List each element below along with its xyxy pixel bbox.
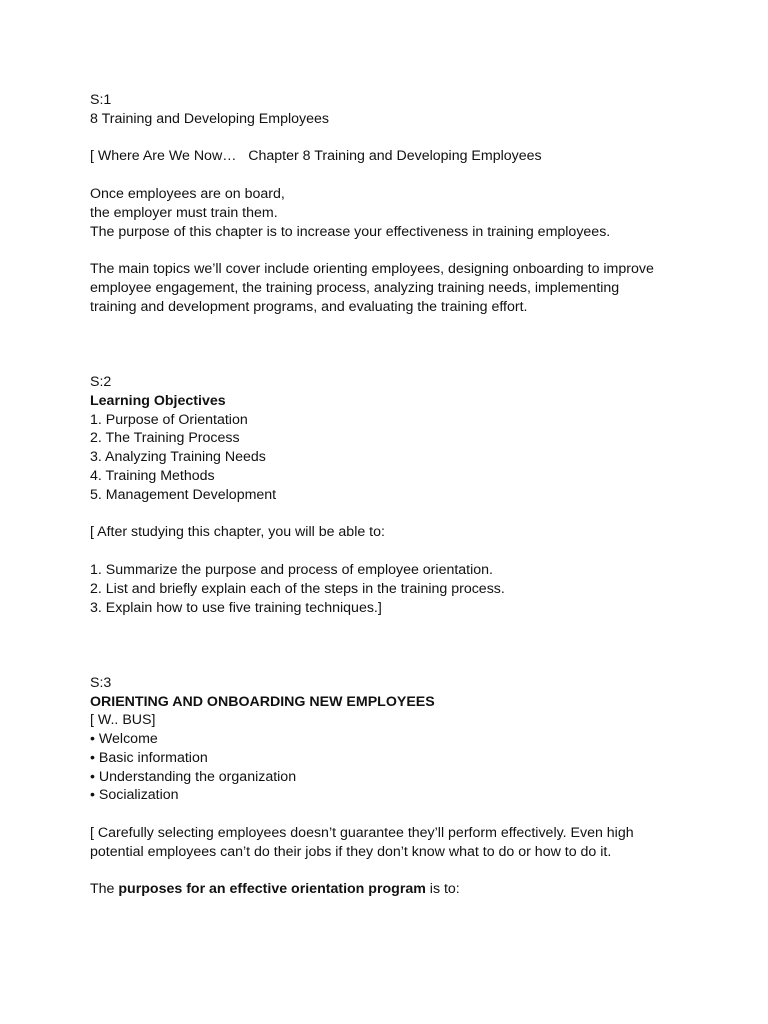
intro-line: Once employees are on board,: [90, 185, 285, 202]
objective-item: 5. Management Development: [90, 486, 277, 503]
bullet-item: • Socialization: [90, 787, 179, 804]
purpose-bold-phrase: purposes for an effective orientation program: [118, 881, 426, 898]
document-content: [90, 91, 690, 899]
intro-line: the employer must train them.: [90, 204, 278, 221]
bullet-item: • Understanding the organization: [90, 768, 297, 785]
section-heading-orienting: ORIENTING AND ONBOARDING NEW EMPLOYEES: [90, 693, 435, 710]
objective-item: 2. The Training Process: [90, 430, 240, 447]
purpose-suffix: is to:: [425, 881, 460, 898]
section-label-s2: S:2: [90, 373, 112, 390]
bullet-item: • Basic information: [90, 749, 208, 766]
outcome-item: 3. Explain how to use five training techniques.]: [90, 599, 382, 616]
objective-item: 4. Training Methods: [90, 467, 215, 484]
purpose-sentence: [90, 880, 690, 899]
objective-item: 3. Analyzing Training Needs: [90, 449, 266, 466]
mnemonic-note: [ W.. BUS]: [90, 712, 156, 729]
outcome-item: 2. List and briefly explain each of the steps in the training process.: [90, 580, 505, 597]
selection-note-paragraph: [ Carefully selecting employees doesn’t guarantee they’ll perform effectively. Even high potential employees can’t do their jobs if they don’t know what to do or how to do it.: [90, 825, 634, 860]
section-heading-learning-objectives: Learning Objectives: [90, 392, 226, 409]
section-title-s1: 8 Training and Developing Employees: [90, 110, 329, 127]
topics-paragraph: The main topics we’ll cover include orienting employees, designing onboarding to improve employee engagement, the training process, analyzing training needs, implementing training and development programs, and evaluating the training effort.: [90, 261, 654, 315]
objective-item: 1. Purpose of Orientation: [90, 411, 248, 428]
where-note: [ Where Are We Now… Chapter 8 Training and Developing Employees: [90, 148, 542, 165]
intro-line: The purpose of this chapter is to increase your effectiveness in training employees.: [90, 223, 611, 240]
after-studying-note: [ After studying this chapter, you will be able to:: [90, 524, 385, 541]
section-label-s3: S:3: [90, 674, 112, 691]
bullet-item: • Welcome: [90, 731, 158, 748]
section-label-s1: S:1: [90, 92, 112, 108]
outcome-item: 1. Summarize the purpose and process of employee orientation.: [90, 561, 493, 578]
purpose-prefix: The: [90, 881, 119, 898]
